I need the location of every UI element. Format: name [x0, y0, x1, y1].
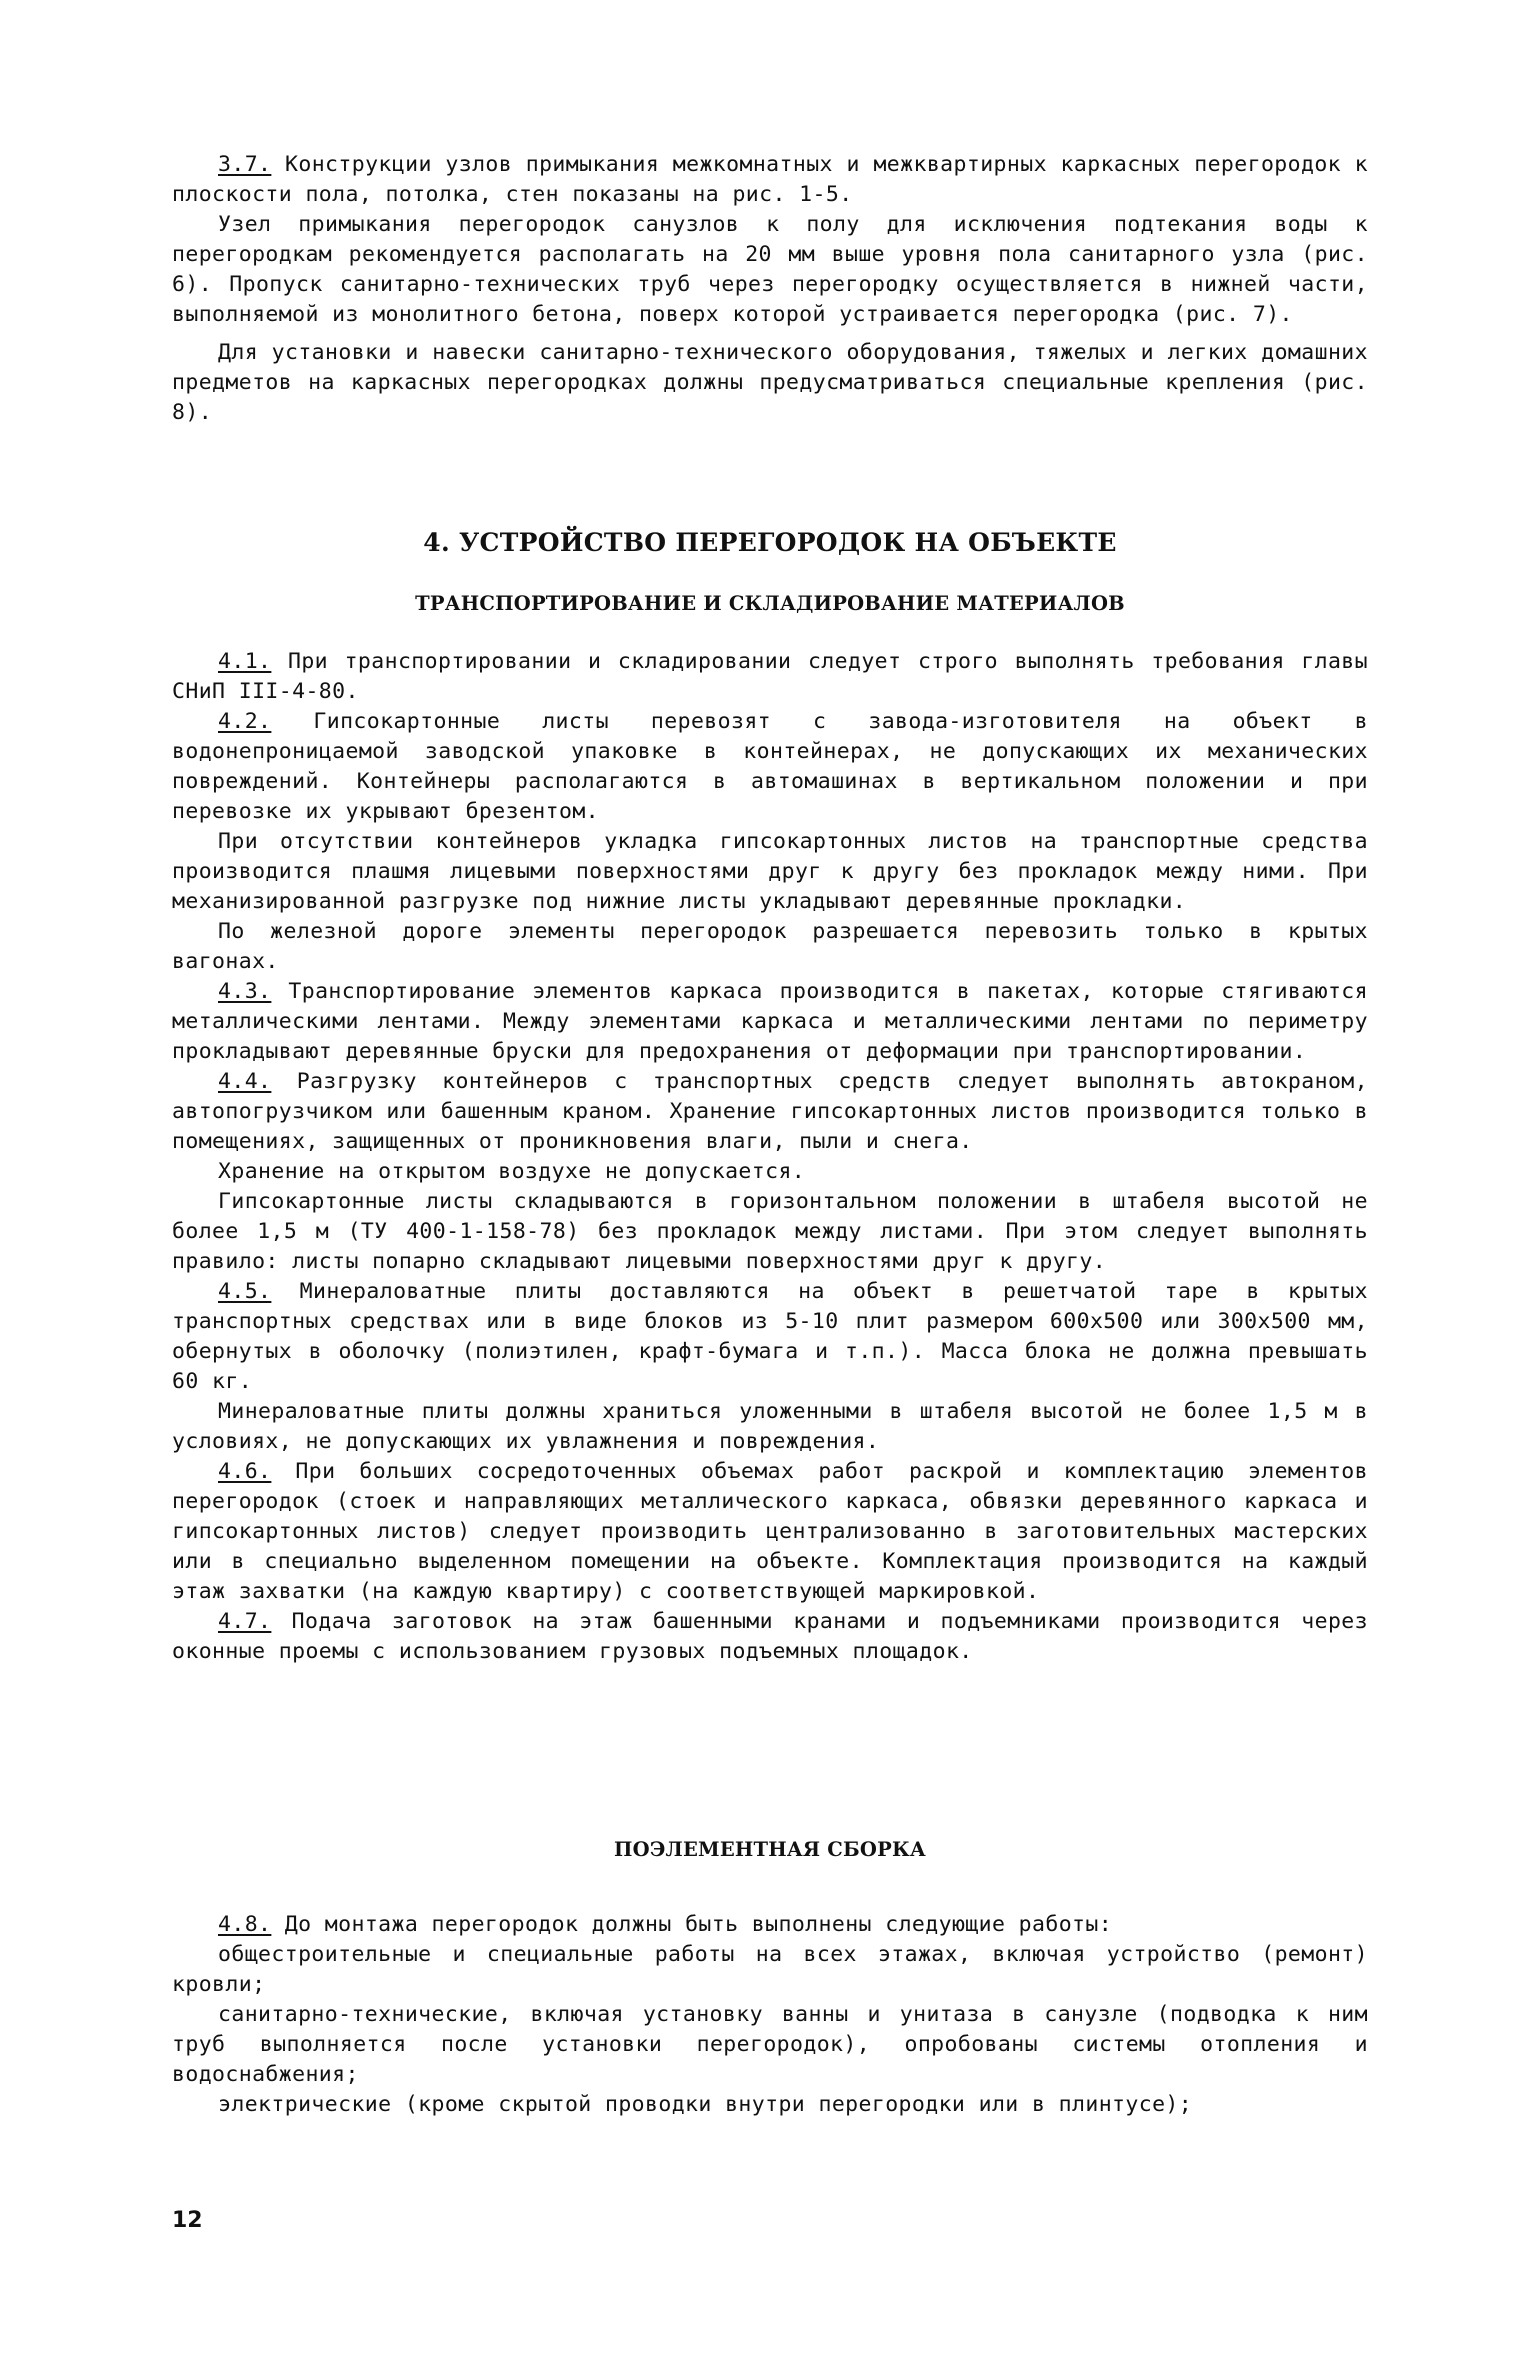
section-4-8 [172, 1910, 1368, 2120]
paragraph-4-8 [172, 1910, 1368, 1940]
subsection-heading-transport [172, 592, 1368, 615]
paragraph-4-4-stacking: Гипсокартонные листы складываются в горизонтальном положении в штабеля высотой не более 1,5 м (ТУ 400-1-158-78) без прокладок между листами. При этом следует выполнять правило: листы попарно складывают лицевыми поверхностями друг к другу. [172, 1189, 1368, 1274]
clause-number: 4.8. [218, 1912, 272, 1937]
clause-number: 4.2. [218, 709, 272, 734]
clause-text: Транспортирование элементов каркаса производится в пакетах, которые стягиваются металлическими лентами. Между элементами каркаса и металлическими лентами по периметру прокладывают деревянные бруски для предохранения от деформации при транспортировании. [172, 979, 1368, 1064]
clause-text: Минераловатные плиты доставляются на объект в решетчатой таре в крытых транспортных средствах или в виде блоков из 5-10 плит размером 600x500 или 300x500 мм, обернутых в оболочку (полиэтилен, крафт-бумага и т.п.). Масса блока не должна превышать 60 кг. [172, 1279, 1368, 1394]
paragraph-3-7-fixings: Для установки и навески санитарно-технического оборудования, тяжелых и легких домашних предметов на каркасных перегородках должны предусматриваться специальные крепления (рис. 8). [172, 340, 1368, 425]
paragraph-4-4 [172, 1067, 1368, 1157]
page-number: 12 [172, 2208, 203, 2233]
clause-number: 3.7. [218, 152, 272, 177]
list-item: общестроительные и специальные работы на всех этажах, включая устройство (ремонт) кровли; [172, 1942, 1368, 1997]
subsection-title-transport: ТРАНСПОРТИРОВАНИЕ И СКЛАДИРОВАНИЕ МАТЕРИАЛОВ [415, 592, 1125, 615]
clause-text: Конструкции узлов примыкания межкомнатных и межквартирных каркасных перегородок к плоскости пола, потолка, стен показаны на рис. 1-5. [172, 152, 1368, 207]
list-item: санитарно-технические, включая установку ванны и унитаза в санузле (подводка к ним труб выполняется после установки перегородок), опробованы системы отопления и водоснабжения; [172, 2002, 1368, 2087]
paragraph-4-5 [172, 1277, 1368, 1397]
paragraph-3-7-node: Узел примыкания перегородок санузлов к полу для исключения подтекания воды к перегородкам рекомендуется располагать на 20 мм выше уровня пола санитарного узла (рис. 6). Пропуск санитарно-технических труб через перегородку осуществляется в нижней части, выполняемой из монолитного бетона, поверх которой устраивается перегородка (рис. 7). [172, 212, 1368, 327]
chapter-heading-block [172, 528, 1368, 557]
clause-text: Подача заготовок на этаж башенными кранами и подъемниками производится через оконные проемы с использованием грузовых подъемных площадок. [172, 1609, 1368, 1664]
paragraph-4-1 [172, 647, 1368, 707]
clause-text: Гипсокартонные листы перевозят с завода-изготовителя на объект в водонепроницаемой заводской упаковке в контейнерах, не допускающих их механических повреждений. Контейнеры располагаются в автомашинах в вертикальном положении и при перевозке их укрывают брезентом. [172, 709, 1368, 824]
chapter-title: 4. УСТРОЙСТВО ПЕРЕГОРОДОК НА ОБЪЕКТЕ [423, 528, 1117, 557]
clause-number: 4.6. [218, 1459, 272, 1484]
clause-text: При транспортировании и складировании следует строго выполнять требования главы СНиП III-4-80. [172, 649, 1368, 704]
paragraph-4-2 [172, 707, 1368, 827]
paragraph-4-2-no-containers: При отсутствии контейнеров укладка гипсокартонных листов на транспортные средства производится плашмя лицевыми поверхностями друг к другу без прокладок между ними. При механизированной разгрузке под нижние листы укладывают деревянные прокладки. [172, 829, 1368, 914]
section-3-7 [172, 150, 1368, 428]
clause-number: 4.1. [218, 649, 272, 674]
paragraph-4-5-storage: Минераловатные плиты должны храниться уложенными в штабеля высотой не более 1,5 м в условиях, не допускающих их увлажнения и повреждения. [172, 1399, 1368, 1454]
clause-number: 4.3. [218, 979, 272, 1004]
clause-number: 4.5. [218, 1279, 272, 1304]
paragraph-4-3 [172, 977, 1368, 1067]
section-4-transport-body [172, 647, 1368, 1667]
clause-number: 4.7. [218, 1609, 272, 1634]
clause-text: При больших сосредоточенных объемах работ раскрой и комплектацию элементов перегородок (стоек и направляющих металлического каркаса, обвязки деревянного каркаса и гипсокартонных листов) следует производить централизованно в заготовительных мастерских или в специально выделенном помещении на объекте. Комплектация производится на каждый этаж захватки (на каждую квартиру) с соответствующей маркировкой. [172, 1459, 1368, 1604]
subsection-title-assembly: ПОЭЛЕМЕНТНАЯ СБОРКА [614, 1838, 926, 1861]
paragraph-4-4-outdoor: Хранение на открытом воздухе не допускается. [218, 1159, 806, 1184]
clause-text: Разгрузку контейнеров с транспортных средств следует выполнять автокраном, автопогрузчиком или башенным краном. Хранение гипсокартонных листов производится только в помещениях, защищенных от проникновения влаги, пыли и снега. [172, 1069, 1368, 1154]
clause-text: До монтажа перегородок должны быть выполнены следующие работы: [284, 1912, 1113, 1937]
clause-number: 4.4. [218, 1069, 272, 1094]
paragraph-4-7 [172, 1607, 1368, 1667]
subsection-heading-assembly [172, 1838, 1368, 1861]
paragraph-4-2-railway: По железной дороге элементы перегородок разрешается перевозить только в крытых вагонах. [172, 919, 1368, 974]
paragraph-4-6 [172, 1457, 1368, 1607]
paragraph-3-7 [172, 150, 1368, 210]
list-item: электрические (кроме скрытой проводки внутри перегородки или в плинтусе); [218, 2092, 1193, 2117]
